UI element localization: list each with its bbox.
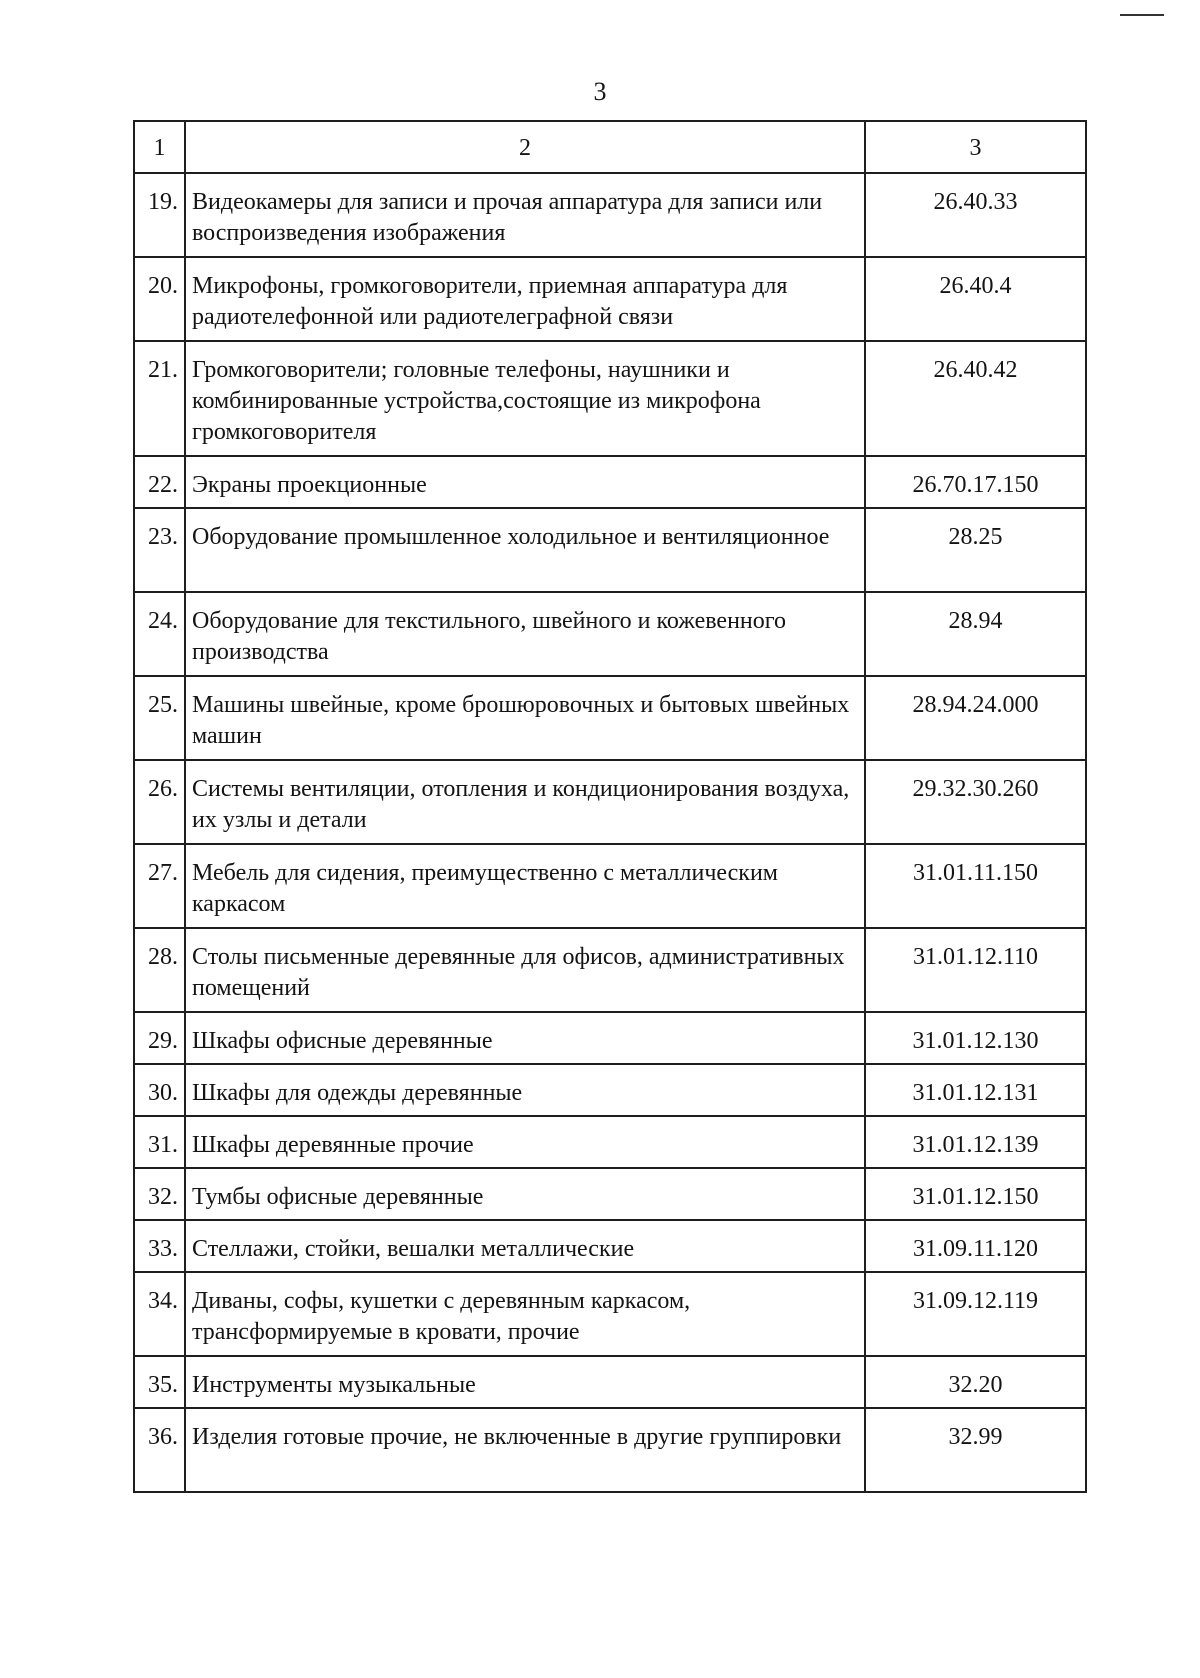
row-code: 31.01.11.150 bbox=[865, 844, 1086, 928]
table-row bbox=[134, 844, 1086, 928]
row-number: 36. bbox=[134, 1408, 185, 1492]
table-row bbox=[134, 1356, 1086, 1408]
row-number: 30. bbox=[134, 1064, 185, 1116]
table-row bbox=[134, 1116, 1086, 1168]
row-name: Диваны, софы, кушетки с деревянным каркасом, трансформируемые в кровати, прочие bbox=[185, 1272, 865, 1356]
row-code: 28.25 bbox=[865, 508, 1086, 592]
row-name: Экраны проекционные bbox=[185, 456, 865, 508]
row-code: 31.01.12.131 bbox=[865, 1064, 1086, 1116]
table-row bbox=[134, 456, 1086, 508]
row-name: Микрофоны, громкоговорители, приемная аппаратура для радиотелефонной или радиотелеграфной связи bbox=[185, 257, 865, 341]
codes-table bbox=[133, 120, 1087, 1493]
row-code: 31.01.12.150 bbox=[865, 1168, 1086, 1220]
table-row bbox=[134, 1220, 1086, 1272]
table-row bbox=[134, 257, 1086, 341]
table-row bbox=[134, 760, 1086, 844]
row-name: Громкоговорители; головные телефоны, наушники и комбинированные устройства,состоящие из микрофона громкоговорителя bbox=[185, 341, 865, 456]
row-code: 31.01.12.139 bbox=[865, 1116, 1086, 1168]
row-number: 35. bbox=[134, 1356, 185, 1408]
row-code: 28.94.24.000 bbox=[865, 676, 1086, 760]
corner-mark bbox=[1120, 14, 1164, 16]
row-code: 29.32.30.260 bbox=[865, 760, 1086, 844]
table-row bbox=[134, 592, 1086, 676]
header-cell-code: 3 bbox=[865, 121, 1086, 173]
row-number: 27. bbox=[134, 844, 185, 928]
header-cell-number: 1 bbox=[134, 121, 185, 173]
row-code: 31.09.11.120 bbox=[865, 1220, 1086, 1272]
row-number: 20. bbox=[134, 257, 185, 341]
row-name: Инструменты музыкальные bbox=[185, 1356, 865, 1408]
row-number: 31. bbox=[134, 1116, 185, 1168]
row-code: 26.40.4 bbox=[865, 257, 1086, 341]
table-row bbox=[134, 676, 1086, 760]
row-name: Столы письменные деревянные для офисов, административных помещений bbox=[185, 928, 865, 1012]
table-row bbox=[134, 1272, 1086, 1356]
table-row bbox=[134, 341, 1086, 456]
row-name: Изделия готовые прочие, не включенные в другие группировки bbox=[185, 1408, 865, 1492]
table-row bbox=[134, 928, 1086, 1012]
row-name: Шкафы для одежды деревянные bbox=[185, 1064, 865, 1116]
row-code: 32.20 bbox=[865, 1356, 1086, 1408]
table-row bbox=[134, 173, 1086, 257]
row-number: 33. bbox=[134, 1220, 185, 1272]
row-code: 26.40.33 bbox=[865, 173, 1086, 257]
row-name: Шкафы деревянные прочие bbox=[185, 1116, 865, 1168]
row-number: 26. bbox=[134, 760, 185, 844]
header-cell-name: 2 bbox=[185, 121, 865, 173]
row-code: 31.01.12.130 bbox=[865, 1012, 1086, 1064]
page-number: 3 bbox=[593, 77, 607, 106]
row-name: Мебель для сидения, преимущественно с металлическим каркасом bbox=[185, 844, 865, 928]
row-number: 24. bbox=[134, 592, 185, 676]
row-code: 32.99 bbox=[865, 1408, 1086, 1492]
table-header-row bbox=[134, 121, 1086, 173]
row-name: Оборудование для текстильного, швейного и кожевенного производства bbox=[185, 592, 865, 676]
table-row bbox=[134, 1408, 1086, 1492]
row-name: Видеокамеры для записи и прочая аппаратура для записи или воспроизведения изображения bbox=[185, 173, 865, 257]
row-number: 28. bbox=[134, 928, 185, 1012]
row-name: Системы вентиляции, отопления и кондиционирования воздуха, их узлы и детали bbox=[185, 760, 865, 844]
row-number: 23. bbox=[134, 508, 185, 592]
row-number: 19. bbox=[134, 173, 185, 257]
row-number: 25. bbox=[134, 676, 185, 760]
table-row bbox=[134, 1168, 1086, 1220]
row-name: Стеллажи, стойки, вешалки металлические bbox=[185, 1220, 865, 1272]
table-row bbox=[134, 508, 1086, 592]
row-name: Оборудование промышленное холодильное и вентиляционное bbox=[185, 508, 865, 592]
row-code: 31.09.12.119 bbox=[865, 1272, 1086, 1356]
row-code: 26.70.17.150 bbox=[865, 456, 1086, 508]
table-row bbox=[134, 1012, 1086, 1064]
row-number: 29. bbox=[134, 1012, 185, 1064]
row-number: 34. bbox=[134, 1272, 185, 1356]
row-code: 31.01.12.110 bbox=[865, 928, 1086, 1012]
table-row bbox=[134, 1064, 1086, 1116]
row-name: Шкафы офисные деревянные bbox=[185, 1012, 865, 1064]
row-name: Тумбы офисные деревянные bbox=[185, 1168, 865, 1220]
row-code: 26.40.42 bbox=[865, 341, 1086, 456]
row-number: 22. bbox=[134, 456, 185, 508]
row-number: 32. bbox=[134, 1168, 185, 1220]
row-code: 28.94 bbox=[865, 592, 1086, 676]
row-number: 21. bbox=[134, 341, 185, 456]
row-name: Машины швейные, кроме брошюровочных и бытовых швейных машин bbox=[185, 676, 865, 760]
